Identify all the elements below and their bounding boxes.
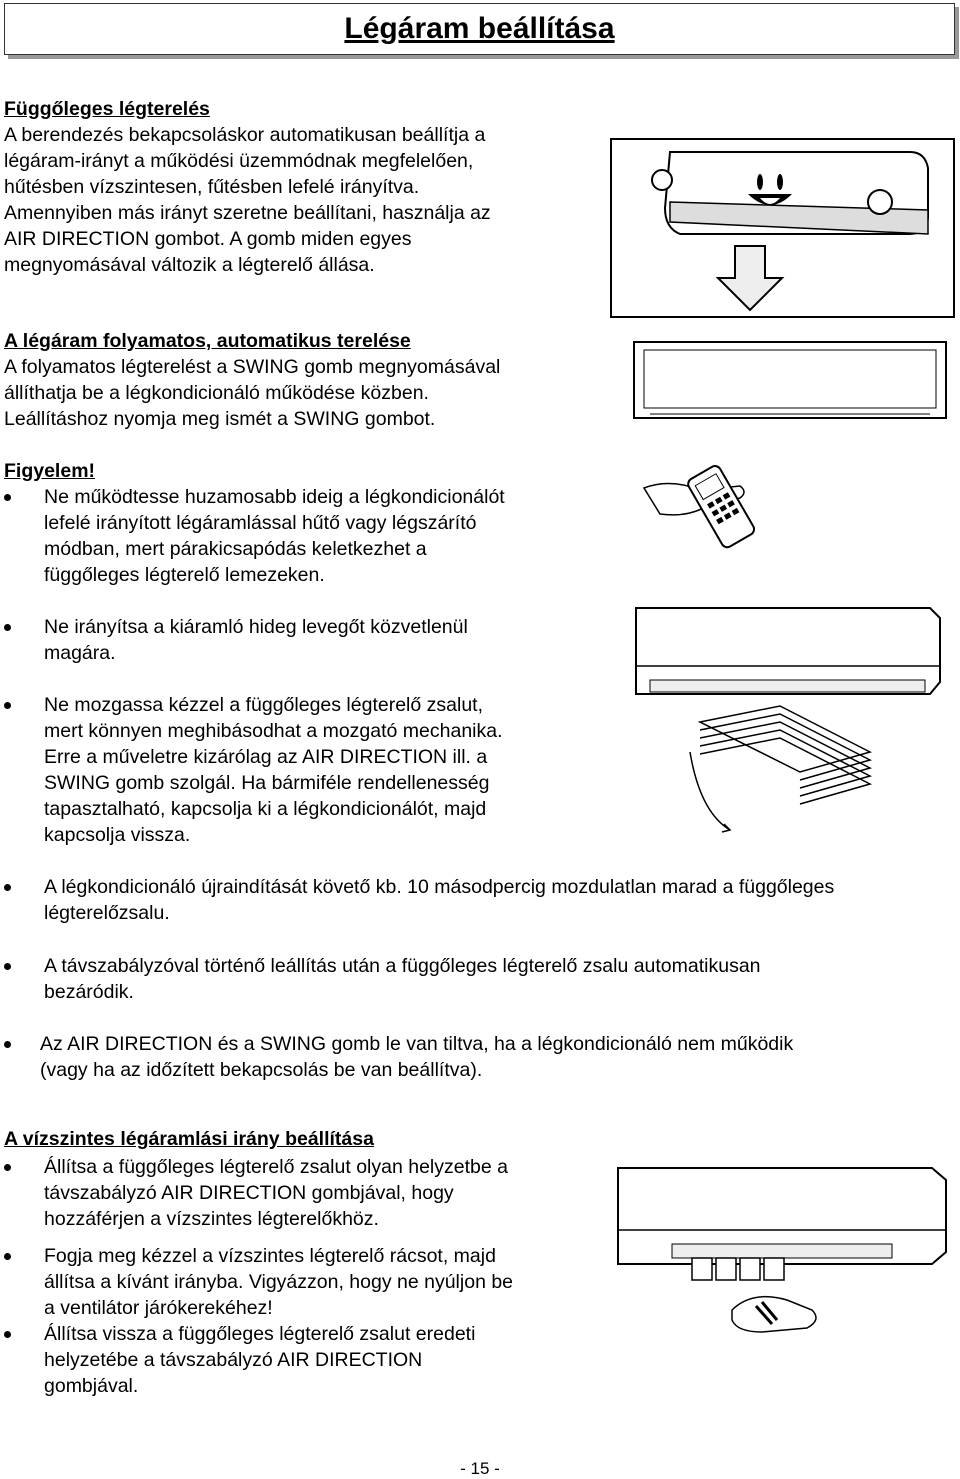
text-line: Fogja meg kézzel a vízszintes légterelő rácsot, majd	[44, 1245, 496, 1267]
page-number: - 15 -	[460, 1459, 500, 1478]
text-line: Ne mozgassa kézzel a függőleges légterelő zsalut,	[44, 694, 483, 716]
warning-bullet	[4, 1031, 954, 1087]
bullet-dot	[4, 884, 11, 891]
text-line: A légkondicionáló újraindítását követő kb. 10 másodpercig mozdulatlan marad a függőleges	[44, 876, 835, 898]
text-line: Erre a műveletre kizárólag az AIR DIRECTION ill. a	[44, 746, 488, 768]
text-line: Az AIR DIRECTION és a SWING gomb le van tiltva, ha a légkondicionáló nem működik	[40, 1033, 794, 1055]
ac-vertical-airflow-illustration	[610, 138, 955, 318]
bullet-dot	[4, 963, 11, 970]
text-line: SWING gomb szolgál. Ha bármiféle rendellenesség	[44, 772, 490, 794]
bullet-dot	[4, 1331, 11, 1338]
text-line: légterelőzsalu.	[44, 902, 170, 924]
title-box	[4, 3, 955, 55]
text-line: kapcsolja vissza.	[44, 824, 191, 846]
text-line: A berendezés bekapcsoláskor automatikusan beállítja a	[4, 124, 486, 146]
ac-horizontal-louver-illustration	[612, 1160, 952, 1380]
bullet-dot	[4, 494, 11, 501]
section-heading: A vízszintes légáramlási irány beállítása	[4, 1128, 374, 1150]
text-line: AIR DIRECTION gombot. A gomb miden egyes	[4, 228, 412, 250]
bullet-dot	[4, 624, 11, 631]
section-swing	[4, 328, 604, 432]
warning-bullet	[4, 614, 604, 670]
text-line: légáram-irányt a működési üzemmódnak megfelelően,	[4, 150, 474, 172]
bullet-dot	[4, 1253, 11, 1260]
text-line: (vagy ha az időzített bekapcsolás be van beállítva).	[40, 1059, 483, 1081]
text-line: megnyomásával változik a légterelő állása.	[4, 254, 375, 276]
list-item	[4, 1321, 604, 1401]
text-line: hűtésben vízszintesen, fűtésben lefelé irányítva.	[4, 176, 420, 198]
section-horizontal-airflow	[4, 1126, 604, 1152]
text-line: állíthatja be a légkondicionáló működése közben.	[4, 382, 429, 404]
text-line: lefelé irányított légáramlással hűtő vagy légszárító	[44, 512, 477, 534]
text-line: A folyamatos légterelést a SWING gomb megnyomásával	[4, 356, 501, 378]
text-line: a ventilátor járókerekéhez!	[44, 1297, 273, 1319]
warning-title: Figyelem!	[4, 460, 96, 482]
warning-bullet	[4, 692, 604, 852]
text-line: hozzáférjen a vízszintes légterelőkhöz.	[44, 1208, 379, 1230]
text-line: gombjával.	[44, 1375, 139, 1397]
section-heading: A légáram folyamatos, automatikus terelése	[4, 330, 411, 352]
text-line: módban, mert párakicsapódás keletkezhet a	[44, 538, 427, 560]
text-line: állítsa a kívánt irányba. Vigyázzon, hogy ne nyúljon be	[44, 1271, 514, 1293]
text-line: Állítsa vissza a függőleges légterelő zsalut eredeti	[44, 1323, 476, 1345]
text-line: Amennyiben más irányt szeretne beállítani, használja az	[4, 202, 491, 224]
text-line: mert könnyen meghibásodhat a mozgató mechanika.	[44, 720, 503, 742]
list-item	[4, 1243, 604, 1323]
text-line: Leállításhoz nyomja meg ismét a SWING gombot.	[4, 408, 436, 430]
text-line: helyzetébe a távszabályzó AIR DIRECTION	[44, 1349, 423, 1371]
list-item	[4, 1154, 604, 1234]
text-line: bezáródik.	[44, 981, 134, 1003]
section-heading: Függőleges légterelés	[4, 98, 210, 120]
warning-bullet	[4, 953, 954, 1009]
ac-louver-illustration	[630, 602, 950, 842]
bullet-dot	[4, 702, 11, 709]
text-line: magára.	[44, 642, 116, 664]
text-line: A távszabályzóval történő leállítás után a függőleges légterelő zsalu automatikusan	[44, 955, 761, 977]
warning-heading	[4, 458, 95, 484]
page-title: Légáram beállítása	[344, 12, 615, 45]
bullet-dot	[4, 1164, 11, 1171]
bullet-dot	[4, 1041, 11, 1048]
text-line: tapasztalható, kapcsolja ki a légkondicionálót, majd	[44, 798, 487, 820]
text-line: Állítsa a függőleges légterelő zsalut olyan helyzetbe a	[44, 1156, 508, 1178]
warning-bullet	[4, 874, 954, 930]
text-line: Ne irányítsa a kiáramló hideg levegőt közvetlenül	[44, 616, 468, 638]
warning-bullet	[4, 484, 604, 594]
ac-swing-remote-illustration	[630, 338, 950, 588]
text-line: távszabályzó AIR DIRECTION gombjával, hogy	[44, 1182, 454, 1204]
section-vertical-airflow	[4, 96, 604, 278]
text-line: Ne működtesse huzamosabb ideig a légkondicionálót	[44, 486, 505, 508]
text-line: függőleges légterelő lemezeken.	[44, 564, 325, 586]
